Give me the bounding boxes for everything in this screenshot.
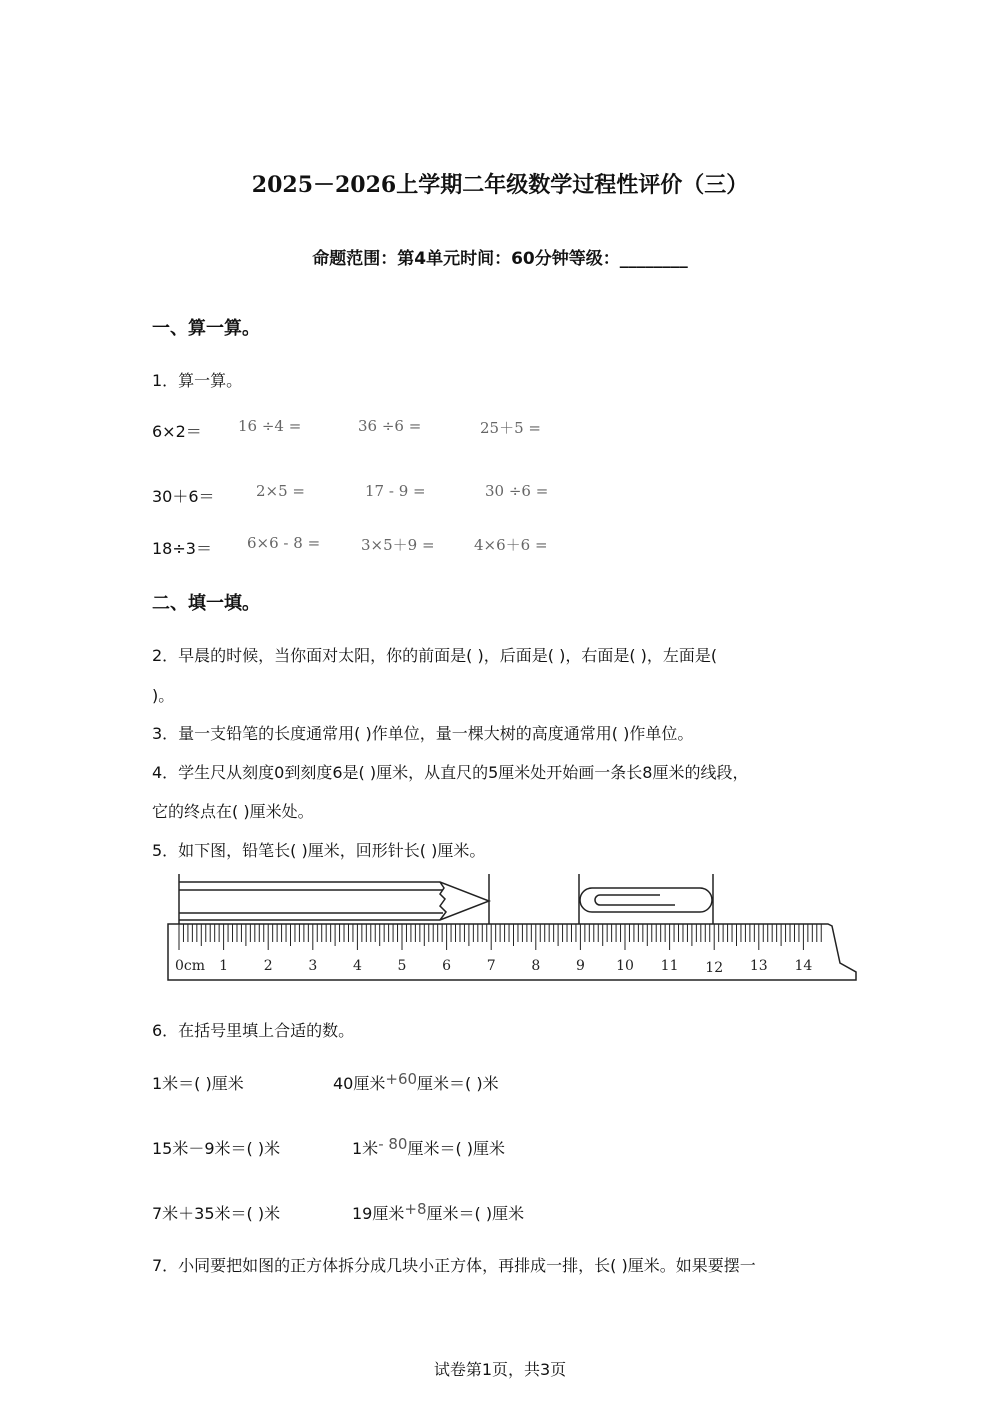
calc-2-4: 30 ÷6 = [485,482,549,500]
ruler-label: 14 [794,958,813,974]
question-2-line-2: )。 [152,686,175,705]
question-1-label: 1．算一算。 [152,371,243,390]
calc-1-4: 25＋5 = [480,419,541,437]
q6-item-2-post: 厘米＝( )米 [417,1074,499,1093]
page-footer: 试卷第1页，共3页 [433,1360,567,1379]
q6-item-4-sup: - 80 [378,1135,408,1153]
ruler-label: 1 [219,958,229,974]
calc-3-1: 18÷3＝ [152,539,212,558]
calc-2-1: 30＋6＝ [152,487,215,506]
ruler-label: 7 [486,958,496,974]
ruler-label: 13 [749,958,768,974]
ruler-label: 5 [397,958,407,974]
ruler-label: 11 [660,958,679,974]
question-5: 5．如下图，铅笔长( )厘米，回形针长( )厘米。 [152,841,486,860]
ruler-label: 3 [308,958,318,974]
question-6-label: 6．在括号里填上合适的数。 [152,1021,355,1040]
ruler-label: 9 [575,958,585,974]
ruler-label: 6 [442,958,452,974]
q6-item-2 [333,1071,499,1094]
section-2-heading: 二、填一填。 [152,593,260,614]
question-4-line-2: 它的终点在( )厘米处。 [152,802,314,821]
question-2-line-1: 2．早晨的时候，当你面对太阳，你的前面是( )，后面是( )，右面是( )，左面是( [152,646,718,665]
q6-item-6 [352,1201,524,1224]
calc-3-4: 4×6＋6 = [474,536,548,554]
q6-item-2-pre: 40厘米 [333,1074,386,1093]
ruler-label: 8 [531,958,541,974]
ruler-label: 12 [705,960,724,976]
q6-item-4-pre: 1米 [352,1139,379,1158]
ruler-labels [175,958,812,976]
page-title: 2025－2026上学期二年级数学过程性评价（三） [251,172,749,198]
calc-2-2: 2×5 = [256,482,305,500]
exam-info: 命题范围：第4单元时间：60分钟等级：________ [312,249,688,269]
paper-clip-image [579,874,713,924]
question-7: 7．小同要把如图的正方体拆分成几块小正方体，再排成一排，长( )厘米。如果要摆一 [152,1256,756,1275]
pencil-image [179,874,489,924]
question-3: 3．量一支铅笔的长度通常用( )作单位，量一棵大树的高度通常用( )作单位。 [152,724,694,743]
ruler-label: 0cm [175,958,206,974]
q6-item-2-sup: +60 [385,1070,418,1088]
ruler-label: 4 [352,958,362,974]
q6-item-6-post: 厘米＝( )厘米 [426,1204,525,1223]
question-4-line-1: 4．学生尺从刻度0到刻度6是( )厘米，从直尺的5厘米处开始画一条长8厘米的线段， [152,763,749,782]
ruler-label: 2 [263,958,273,974]
calc-1-3: 36 ÷6 = [358,417,422,435]
ruler-label: 10 [616,958,634,974]
q6-item-3: 15米－9米＝( )米 [152,1139,281,1158]
q6-item-4 [352,1136,505,1159]
calc-1-2: 16 ÷4 = [238,417,302,435]
calc-1-1: 6×2＝ [152,422,202,441]
q6-item-5: 7米＋35米＝( )米 [152,1204,281,1223]
calc-3-3: 3×5＋9 = [361,536,435,554]
calc-2-3: 17 - 9 = [365,482,426,500]
calc-3-2: 6×6 - 8 = [247,534,321,552]
q6-item-6-pre: 19厘米 [352,1204,405,1223]
q6-item-4-post: 厘米＝( )厘米 [407,1139,506,1158]
q6-item-6-sup: +8 [404,1200,427,1218]
q6-item-1: 1米＝( )厘米 [152,1074,244,1093]
section-1-heading: 一、算一算。 [152,318,260,339]
ruler-pencil-clip-figure [160,868,865,988]
